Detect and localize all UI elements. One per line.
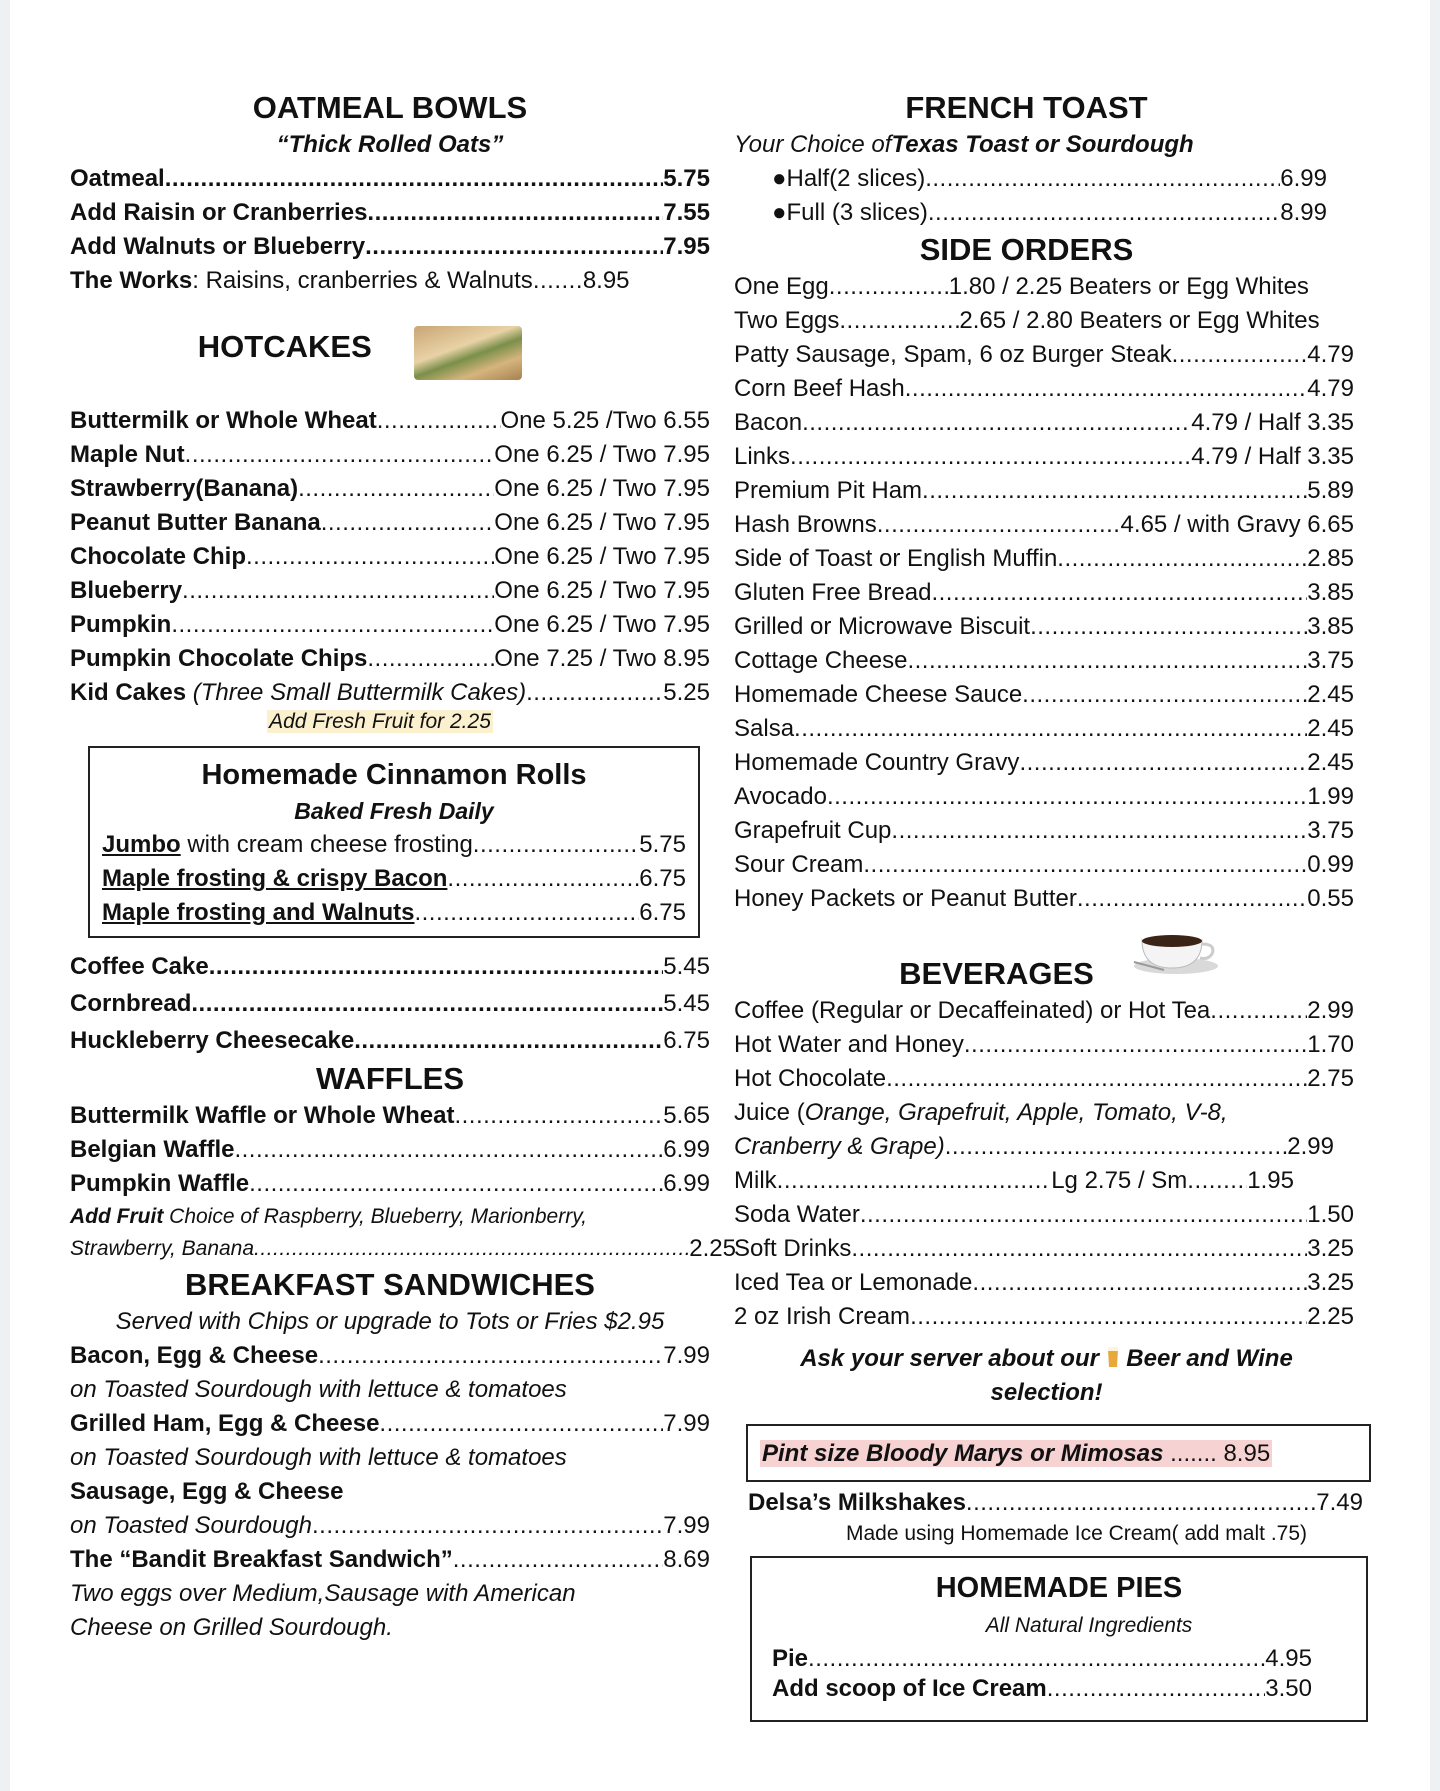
cinnamon-subtitle: Baked Fresh Daily — [294, 798, 494, 824]
cinnamon-title: Homemade Cinnamon Rolls — [201, 759, 587, 791]
menu-item: Grapefruit Cup ..... 3.75 — [734, 814, 1354, 848]
beverages-title: BEVERAGES — [899, 956, 1094, 991]
waffles-title: WAFFLES — [315, 1061, 465, 1096]
menu-item: Grilled Ham, Egg & Cheese ..... 7.99 — [70, 1407, 710, 1441]
menu-item: Salsa ..... 2.45 — [734, 712, 1354, 746]
menu-item: Cornbread ..... 5.45 — [70, 985, 710, 1022]
menu-item: Premium Pit Ham ..... 5.89 — [734, 474, 1354, 508]
waffle-fruit-price: Strawberry, Banana ..... 2.25 — [70, 1233, 736, 1265]
menu-item-milk: Milk ..... Lg 2.75 / Sm ..... 1.95 — [734, 1164, 1294, 1198]
menu-item: Avocado ..... 1.99 — [734, 780, 1354, 814]
menu-item: Hot Chocolate ..... 2.75 — [734, 1062, 1354, 1096]
pancake-photo-icon — [414, 326, 522, 380]
menu-item: Jumbo with cream cheese frosting ..... 5.75 — [102, 828, 686, 862]
hotcakes-header — [70, 326, 710, 380]
menu-item: Buttermilk or Whole Wheat ..... One 5.25 /Two 6.55 — [70, 404, 710, 438]
beer-wine-note: Ask your server about our Beer and Wine selection! — [800, 1345, 1293, 1406]
menu-item: Side of Toast or English Muffin ..... 2.85 — [734, 542, 1354, 576]
menu-item: Two Eggs ..... 2.65 / 2.80 Beaters or Egg Whites — [734, 304, 1379, 338]
menu-item: Coffee Cake ..... 5.45 — [70, 948, 710, 985]
menu-item: Peanut Butter Banana ..... One 6.25 / Two 7.95 — [70, 506, 710, 540]
pies-title: HOMEMADE PIES — [935, 1572, 1183, 1604]
menu-item: Pumpkin Chocolate Chips ..... One 7.25 / Two 8.95 — [70, 642, 710, 676]
menu-item: Buttermilk Waffle or Whole Wheat ..... 5.65 — [70, 1099, 710, 1133]
menu-item: Sausage, Egg & Cheese — [70, 1478, 344, 1505]
menu-item: Maple frosting & crispy Bacon ..... 6.75 — [102, 862, 686, 896]
menu-item: Add Raisin or Cranberries ..... 7.55 — [70, 196, 710, 230]
menu-item: Honey Packets or Peanut Butter ..... 0.55 — [734, 882, 1354, 916]
menu-item-desc: Cheese on Grilled Sourdough. — [70, 1614, 393, 1641]
french-toast-choice: Your Choice of Texas Toast or Sourdough — [734, 131, 1194, 158]
pies-box — [750, 1556, 1368, 1722]
oatmeal-subtitle: “Thick Rolled Oats” — [276, 131, 504, 158]
left-column — [70, 88, 736, 1645]
coffee-cup-icon — [1124, 932, 1220, 976]
mimosa-box — [746, 1424, 1371, 1482]
menu-item: Cottage Cheese ..... 3.75 — [734, 644, 1354, 678]
cinnamon-rolls-box — [88, 746, 700, 938]
menu-item: Maple Nut ..... One 6.25 / Two 7.95 — [70, 438, 710, 472]
menu-item: Pie ..... 4.95 — [772, 1644, 1312, 1674]
menu-item: Pumpkin ..... One 6.25 / Two 7.95 — [70, 608, 710, 642]
menu-item: Homemade Country Gravy ..... 2.45 — [734, 746, 1354, 780]
menu-item: Hash Browns ..... 4.65 / with Gravy 6.65 — [734, 508, 1354, 542]
menu-item: Blueberry ..... One 6.25 / Two 7.95 — [70, 574, 710, 608]
milkshakes-note: Made using Homemade Ice Cream( add malt .75) — [845, 1522, 1308, 1545]
pies-subtitle: All Natural Ingredients — [985, 1614, 1193, 1637]
menu-item-desc: on Toasted Sourdough with lettuce & tomatoes — [70, 1376, 567, 1403]
menu-item: Add scoop of Ice Cream ..... 3.50 — [772, 1674, 1312, 1704]
hotcakes-title: HOTCAKES — [197, 329, 372, 365]
menu-item-desc: on Toasted Sourdough ..... 7.99 — [70, 1509, 710, 1543]
menu-item: Grilled or Microwave Biscuit ..... 3.85 — [734, 610, 1354, 644]
oatmeal-title: OATMEAL BOWLS — [252, 90, 528, 125]
menu-item-juice: Juice ( Orange, Grapefruit, Apple, Tomato, V-8, — [734, 1099, 1228, 1126]
waffle-fruit-note: Add Fruit Choice of Raspberry, Blueberry, Marionberry, — [70, 1205, 587, 1228]
menu-page — [10, 0, 1430, 1791]
menu-item-desc: Two eggs over Medium,Sausage with American — [70, 1580, 576, 1607]
menu-item-juice-price: Cranberry & Grape) ..... 2.99 — [734, 1130, 1334, 1164]
side-orders-title: SIDE ORDERS — [919, 232, 1134, 267]
menu-item: Patty Sausage, Spam, 6 oz Burger Steak ..... 4.79 — [734, 338, 1354, 372]
menu-item: Maple frosting and Walnuts ..... 6.75 — [102, 896, 686, 930]
menu-item: Links ..... 4.79 / Half 3.35 — [734, 440, 1354, 474]
fruit-note: Add Fresh Fruit for 2.25 — [269, 710, 491, 733]
menu-item: Oatmeal ..... 5.75 — [70, 162, 710, 196]
menu-item: Homemade Cheese Sauce ..... 2.45 — [734, 678, 1354, 712]
menu-item: Soft Drinks ..... 3.25 — [734, 1232, 1354, 1266]
menu-item: One Egg ..... 1.80 / 2.25 Beaters or Egg Whites — [734, 270, 1379, 304]
menu-item: ● Full (3 slices) ..... 8.99 — [734, 196, 1327, 230]
menu-item: Bacon, Egg & Cheese ..... 7.99 — [70, 1339, 710, 1373]
menu-item: Gluten Free Bread ..... 3.85 — [734, 576, 1354, 610]
menu-item: Chocolate Chip ..... One 6.25 / Two 7.95 — [70, 540, 710, 574]
menu-item: Hot Water and Honey ..... 1.70 — [734, 1028, 1354, 1062]
menu-item: Sour Cream ..... 0.99 — [734, 848, 1354, 882]
menu-item: Iced Tea or Lemonade ..... 3.25 — [734, 1266, 1354, 1300]
menu-item: Bacon ..... 4.79 / Half 3.35 — [734, 406, 1354, 440]
beer-glass-icon — [1106, 1345, 1120, 1369]
menu-item-milkshakes: Delsa’s Milkshakes ..... 7.49 — [748, 1486, 1363, 1520]
beverages-header — [734, 954, 1379, 994]
menu-item: Belgian Waffle ..... 6.99 — [70, 1133, 710, 1167]
menu-item-desc: on Toasted Sourdough with lettuce & tomatoes — [70, 1444, 567, 1471]
menu-item: ● Half(2 slices) ..... 6.99 — [734, 162, 1327, 196]
menu-item-works: The Works: Raisins, cranberries & Walnuts ..... 8.95 — [70, 264, 710, 298]
menu-item: Pumpkin Waffle ..... 6.99 — [70, 1167, 710, 1201]
menu-item: The “Bandit Breakfast Sandwich” ..... 8.69 — [70, 1543, 710, 1577]
menu-item: 2 oz Irish Cream ..... 2.25 — [734, 1300, 1354, 1334]
menu-item: Strawberry(Banana) ..... One 6.25 / Two 7.95 — [70, 472, 710, 506]
menu-item: Soda Water ..... 1.50 — [734, 1198, 1354, 1232]
menu-item-kidcakes: Kid Cakes (Three Small Buttermilk Cakes) ..... 5.25 — [70, 676, 710, 710]
right-column — [734, 88, 1379, 1722]
menu-item: Corn Beef Hash ..... 4.79 — [734, 372, 1354, 406]
sandwiches-title: BREAKFAST SANDWICHES — [185, 1267, 595, 1302]
menu-item: Add Walnuts or Blueberry ..... 7.95 — [70, 230, 710, 264]
menu-item: Huckleberry Cheesecake ..... 6.75 — [70, 1022, 710, 1059]
sandwiches-subtitle: Served with Chips or upgrade to Tots or Fries $2.95 — [115, 1308, 665, 1335]
french-toast-title: FRENCH TOAST — [905, 90, 1148, 125]
mimosa-item: Pint size Bloody Marys or Mimosas ....... 8.95 — [762, 1440, 1271, 1467]
menu-item: Coffee (Regular or Decaffeinated) or Hot Tea ..... 2.99 — [734, 994, 1354, 1028]
